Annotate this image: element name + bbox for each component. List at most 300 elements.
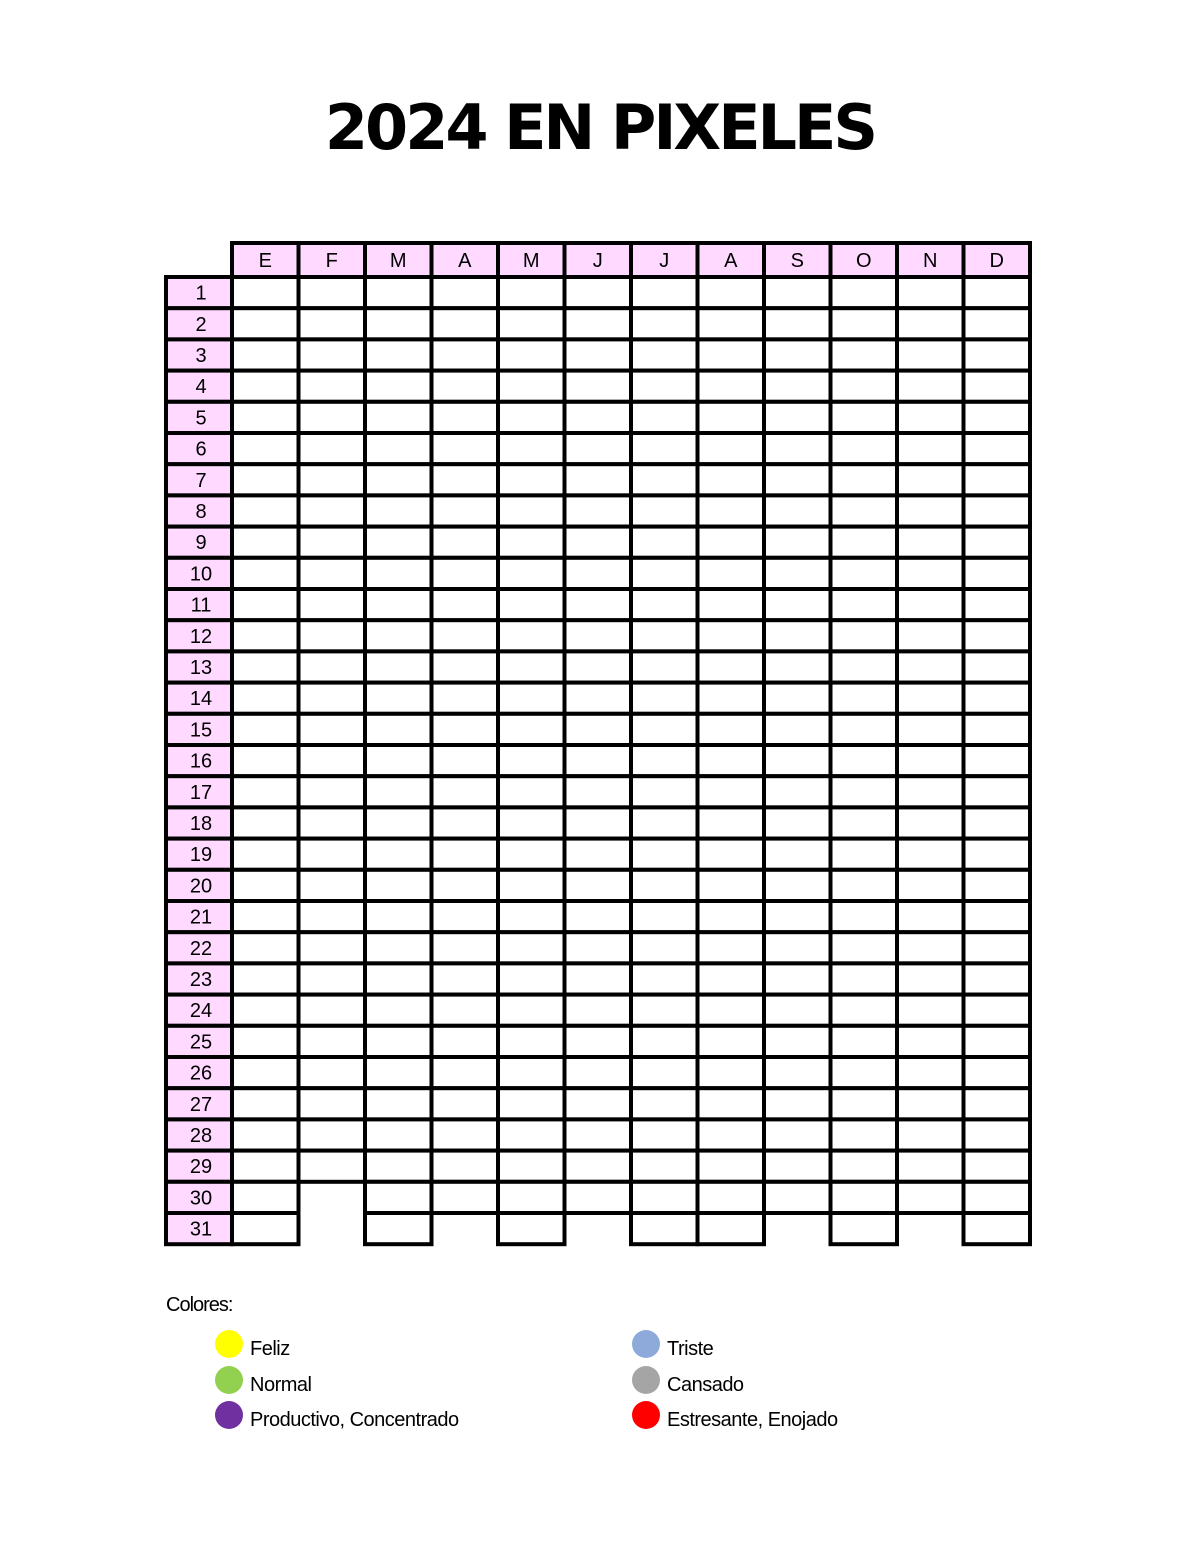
day-cell[interactable] [698,1182,765,1213]
day-cell[interactable] [631,839,698,870]
day-cell[interactable] [365,1119,432,1150]
day-cell[interactable] [831,620,898,651]
day-cell[interactable] [831,464,898,495]
day-cell[interactable] [232,683,299,714]
day-cell[interactable] [897,620,964,651]
day-cell[interactable] [764,558,831,589]
day-cell[interactable] [631,776,698,807]
day-cell[interactable] [299,651,366,682]
day-cell[interactable] [365,776,432,807]
day-cell[interactable] [631,371,698,402]
day-cell[interactable] [232,870,299,901]
day-cell[interactable] [365,339,432,370]
day-cell[interactable] [498,371,565,402]
day-cell[interactable] [565,339,632,370]
day-cell[interactable] [498,807,565,838]
day-cell[interactable] [631,464,698,495]
day-cell[interactable] [432,776,499,807]
day-cell[interactable] [964,620,1031,651]
day-cell[interactable] [964,495,1031,526]
day-cell[interactable] [897,1119,964,1150]
day-cell[interactable] [565,589,632,620]
day-cell[interactable] [232,1088,299,1119]
day-cell[interactable] [565,1182,632,1213]
day-cell[interactable] [498,839,565,870]
day-cell[interactable] [764,1119,831,1150]
day-cell[interactable] [698,901,765,932]
day-cell[interactable] [232,963,299,994]
day-cell[interactable] [565,371,632,402]
day-cell[interactable] [232,932,299,963]
day-cell[interactable] [565,651,632,682]
day-cell[interactable] [897,527,964,558]
day-cell[interactable] [565,963,632,994]
day-cell[interactable] [232,1213,299,1244]
day-cell[interactable] [232,651,299,682]
day-cell[interactable] [299,620,366,651]
day-cell[interactable] [631,277,698,308]
day-cell[interactable] [232,995,299,1026]
day-cell[interactable] [498,1213,565,1244]
day-cell[interactable] [897,308,964,339]
day-cell[interactable] [498,1088,565,1119]
day-cell[interactable] [831,870,898,901]
day-cell[interactable] [631,651,698,682]
day-cell[interactable] [831,495,898,526]
day-cell[interactable] [897,839,964,870]
day-cell[interactable] [897,339,964,370]
day-cell[interactable] [964,870,1031,901]
day-cell[interactable] [299,932,366,963]
day-cell[interactable] [698,745,765,776]
day-cell[interactable] [698,839,765,870]
day-cell[interactable] [764,495,831,526]
day-cell[interactable] [698,308,765,339]
day-cell[interactable] [764,839,831,870]
day-cell[interactable] [365,1088,432,1119]
day-cell[interactable] [964,464,1031,495]
day-cell[interactable] [964,745,1031,776]
day-cell[interactable] [565,870,632,901]
day-cell[interactable] [764,745,831,776]
day-cell[interactable] [764,1151,831,1182]
day-cell[interactable] [897,870,964,901]
day-cell[interactable] [232,1119,299,1150]
day-cell[interactable] [631,714,698,745]
day-cell[interactable] [299,339,366,370]
day-cell[interactable] [698,651,765,682]
day-cell[interactable] [432,527,499,558]
day-cell[interactable] [498,714,565,745]
day-cell[interactable] [232,464,299,495]
day-cell[interactable] [365,464,432,495]
day-cell[interactable] [299,1088,366,1119]
day-cell[interactable] [432,495,499,526]
day-cell[interactable] [565,1119,632,1150]
day-cell[interactable] [299,433,366,464]
day-cell[interactable] [365,651,432,682]
day-cell[interactable] [698,402,765,433]
day-cell[interactable] [698,620,765,651]
day-cell[interactable] [565,527,632,558]
day-cell[interactable] [831,839,898,870]
day-cell[interactable] [897,277,964,308]
day-cell[interactable] [831,1182,898,1213]
day-cell[interactable] [498,1182,565,1213]
day-cell[interactable] [698,1213,765,1244]
day-cell[interactable] [299,714,366,745]
day-cell[interactable] [698,339,765,370]
day-cell[interactable] [631,1057,698,1088]
day-cell[interactable] [432,464,499,495]
day-cell[interactable] [432,963,499,994]
day-cell[interactable] [764,901,831,932]
day-cell[interactable] [432,277,499,308]
day-cell[interactable] [964,277,1031,308]
day-cell[interactable] [764,807,831,838]
day-cell[interactable] [565,901,632,932]
day-cell[interactable] [365,683,432,714]
day-cell[interactable] [299,402,366,433]
day-cell[interactable] [831,1151,898,1182]
day-cell[interactable] [897,963,964,994]
day-cell[interactable] [565,714,632,745]
day-cell[interactable] [432,402,499,433]
day-cell[interactable] [299,558,366,589]
day-cell[interactable] [365,870,432,901]
day-cell[interactable] [498,901,565,932]
day-cell[interactable] [432,807,499,838]
day-cell[interactable] [565,620,632,651]
day-cell[interactable] [764,620,831,651]
day-cell[interactable] [565,745,632,776]
day-cell[interactable] [565,839,632,870]
day-cell[interactable] [432,1182,499,1213]
day-cell[interactable] [565,558,632,589]
day-cell[interactable] [831,932,898,963]
day-cell[interactable] [232,807,299,838]
day-cell[interactable] [365,807,432,838]
day-cell[interactable] [299,1057,366,1088]
day-cell[interactable] [565,807,632,838]
day-cell[interactable] [631,807,698,838]
day-cell[interactable] [299,371,366,402]
day-cell[interactable] [498,558,565,589]
day-cell[interactable] [897,651,964,682]
day-cell[interactable] [365,995,432,1026]
day-cell[interactable] [432,1119,499,1150]
day-cell[interactable] [365,714,432,745]
day-cell[interactable] [698,277,765,308]
day-cell[interactable] [232,714,299,745]
day-cell[interactable] [631,683,698,714]
day-cell[interactable] [299,776,366,807]
day-cell[interactable] [964,807,1031,838]
day-cell[interactable] [432,651,499,682]
day-cell[interactable] [432,558,499,589]
day-cell[interactable] [764,1088,831,1119]
day-cell[interactable] [764,527,831,558]
day-cell[interactable] [232,308,299,339]
day-cell[interactable] [897,433,964,464]
day-cell[interactable] [565,1088,632,1119]
day-cell[interactable] [365,433,432,464]
day-cell[interactable] [698,1057,765,1088]
day-cell[interactable] [365,371,432,402]
day-cell[interactable] [831,527,898,558]
day-cell[interactable] [365,495,432,526]
day-cell[interactable] [764,870,831,901]
day-cell[interactable] [565,277,632,308]
day-cell[interactable] [299,683,366,714]
day-cell[interactable] [365,901,432,932]
day-cell[interactable] [831,1213,898,1244]
day-cell[interactable] [631,1026,698,1057]
day-cell[interactable] [831,402,898,433]
day-cell[interactable] [631,1213,698,1244]
day-cell[interactable] [565,402,632,433]
day-cell[interactable] [432,1151,499,1182]
day-cell[interactable] [299,1026,366,1057]
day-cell[interactable] [698,963,765,994]
day-cell[interactable] [698,1119,765,1150]
day-cell[interactable] [432,339,499,370]
day-cell[interactable] [897,402,964,433]
day-cell[interactable] [432,1057,499,1088]
day-cell[interactable] [698,714,765,745]
day-cell[interactable] [698,776,765,807]
day-cell[interactable] [964,527,1031,558]
day-cell[interactable] [897,807,964,838]
day-cell[interactable] [432,589,499,620]
day-cell[interactable] [698,495,765,526]
day-cell[interactable] [498,620,565,651]
day-cell[interactable] [365,963,432,994]
day-cell[interactable] [964,776,1031,807]
day-cell[interactable] [432,1088,499,1119]
day-cell[interactable] [498,527,565,558]
day-cell[interactable] [897,901,964,932]
day-cell[interactable] [831,651,898,682]
day-cell[interactable] [964,433,1031,464]
day-cell[interactable] [964,839,1031,870]
day-cell[interactable] [631,870,698,901]
day-cell[interactable] [698,870,765,901]
day-cell[interactable] [232,402,299,433]
day-cell[interactable] [897,1088,964,1119]
day-cell[interactable] [232,277,299,308]
day-cell[interactable] [831,1119,898,1150]
day-cell[interactable] [299,995,366,1026]
day-cell[interactable] [565,776,632,807]
day-cell[interactable] [764,683,831,714]
day-cell[interactable] [232,339,299,370]
day-cell[interactable] [232,1026,299,1057]
day-cell[interactable] [299,745,366,776]
day-cell[interactable] [299,277,366,308]
day-cell[interactable] [631,932,698,963]
day-cell[interactable] [831,714,898,745]
day-cell[interactable] [831,308,898,339]
day-cell[interactable] [964,1213,1031,1244]
day-cell[interactable] [365,308,432,339]
day-cell[interactable] [698,1026,765,1057]
day-cell[interactable] [764,589,831,620]
day-cell[interactable] [498,339,565,370]
day-cell[interactable] [498,1026,565,1057]
day-cell[interactable] [764,1182,831,1213]
day-cell[interactable] [698,1088,765,1119]
day-cell[interactable] [498,402,565,433]
day-cell[interactable] [831,807,898,838]
day-cell[interactable] [964,995,1031,1026]
day-cell[interactable] [432,714,499,745]
day-cell[interactable] [631,995,698,1026]
day-cell[interactable] [498,745,565,776]
day-cell[interactable] [831,683,898,714]
day-cell[interactable] [897,932,964,963]
day-cell[interactable] [565,433,632,464]
day-cell[interactable] [299,495,366,526]
day-cell[interactable] [698,589,765,620]
day-cell[interactable] [764,402,831,433]
day-cell[interactable] [831,371,898,402]
day-cell[interactable] [498,589,565,620]
day-cell[interactable] [764,932,831,963]
day-cell[interactable] [764,1026,831,1057]
day-cell[interactable] [631,527,698,558]
day-cell[interactable] [831,995,898,1026]
day-cell[interactable] [232,433,299,464]
day-cell[interactable] [365,277,432,308]
day-cell[interactable] [565,464,632,495]
day-cell[interactable] [232,839,299,870]
day-cell[interactable] [498,1057,565,1088]
day-cell[interactable] [299,870,366,901]
day-cell[interactable] [764,277,831,308]
day-cell[interactable] [432,995,499,1026]
day-cell[interactable] [498,995,565,1026]
day-cell[interactable] [232,527,299,558]
day-cell[interactable] [698,807,765,838]
day-cell[interactable] [498,1151,565,1182]
day-cell[interactable] [764,464,831,495]
day-cell[interactable] [432,683,499,714]
day-cell[interactable] [498,433,565,464]
day-cell[interactable] [764,433,831,464]
day-cell[interactable] [897,745,964,776]
day-cell[interactable] [831,277,898,308]
day-cell[interactable] [964,402,1031,433]
day-cell[interactable] [432,433,499,464]
day-cell[interactable] [299,1119,366,1150]
day-cell[interactable] [631,495,698,526]
day-cell[interactable] [498,651,565,682]
day-cell[interactable] [764,995,831,1026]
day-cell[interactable] [964,901,1031,932]
day-cell[interactable] [897,1182,964,1213]
day-cell[interactable] [964,683,1031,714]
day-cell[interactable] [698,527,765,558]
day-cell[interactable] [698,995,765,1026]
day-cell[interactable] [831,901,898,932]
day-cell[interactable] [365,402,432,433]
day-cell[interactable] [964,308,1031,339]
day-cell[interactable] [565,1057,632,1088]
day-cell[interactable] [565,1151,632,1182]
day-cell[interactable] [964,558,1031,589]
day-cell[interactable] [565,932,632,963]
day-cell[interactable] [897,464,964,495]
day-cell[interactable] [232,495,299,526]
day-cell[interactable] [897,589,964,620]
day-cell[interactable] [897,1057,964,1088]
day-cell[interactable] [831,776,898,807]
day-cell[interactable] [631,1088,698,1119]
day-cell[interactable] [831,558,898,589]
day-cell[interactable] [831,589,898,620]
day-cell[interactable] [232,1182,299,1213]
day-cell[interactable] [964,651,1031,682]
day-cell[interactable] [631,963,698,994]
day-cell[interactable] [764,651,831,682]
day-cell[interactable] [631,620,698,651]
day-cell[interactable] [432,620,499,651]
day-cell[interactable] [764,1057,831,1088]
day-cell[interactable] [897,776,964,807]
day-cell[interactable] [764,308,831,339]
day-cell[interactable] [964,963,1031,994]
day-cell[interactable] [698,1151,765,1182]
day-cell[interactable] [365,745,432,776]
day-cell[interactable] [232,901,299,932]
day-cell[interactable] [432,308,499,339]
day-cell[interactable] [299,589,366,620]
day-cell[interactable] [565,308,632,339]
day-cell[interactable] [565,495,632,526]
day-cell[interactable] [698,558,765,589]
day-cell[interactable] [498,308,565,339]
day-cell[interactable] [764,963,831,994]
day-cell[interactable] [897,371,964,402]
day-cell[interactable] [365,1213,432,1244]
day-cell[interactable] [498,464,565,495]
day-cell[interactable] [897,714,964,745]
day-cell[interactable] [698,932,765,963]
day-cell[interactable] [698,464,765,495]
day-cell[interactable] [964,932,1031,963]
day-cell[interactable] [831,1057,898,1088]
day-cell[interactable] [299,807,366,838]
day-cell[interactable] [964,589,1031,620]
day-cell[interactable] [631,308,698,339]
day-cell[interactable] [631,901,698,932]
day-cell[interactable] [232,1057,299,1088]
day-cell[interactable] [299,527,366,558]
day-cell[interactable] [365,1151,432,1182]
day-cell[interactable] [764,714,831,745]
day-cell[interactable] [365,839,432,870]
day-cell[interactable] [831,1026,898,1057]
day-cell[interactable] [232,620,299,651]
day-cell[interactable] [498,932,565,963]
day-cell[interactable] [897,683,964,714]
day-cell[interactable] [897,1026,964,1057]
day-cell[interactable] [299,1151,366,1182]
day-cell[interactable] [232,745,299,776]
day-cell[interactable] [631,339,698,370]
day-cell[interactable] [299,308,366,339]
